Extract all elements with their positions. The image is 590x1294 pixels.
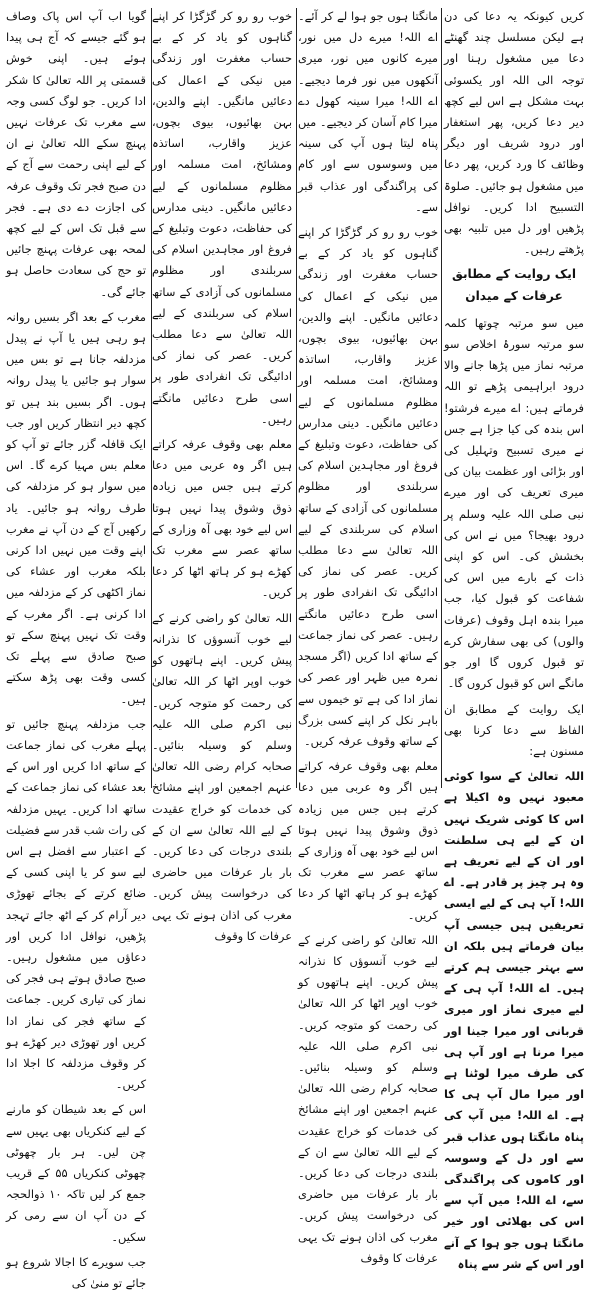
text-column-1: [444, 6, 584, 1271]
paragraph: ایک روایت کے مطابق ان الفاظ سے دعا کرنا بھی مسنون ہے:: [444, 701, 584, 758]
paragraph: خوب رو رو کر گڑگڑا کر اپنے گناہوں کو یاد کر کے بے حساب مغفرت اور زندگی میں نیکی کے اعمال کی دعائیں مانگیں۔ اپنے والدین، بہن بھائیوں، بیوی بچوں، عزیز واقارب، اساتذہ ومشائخ، امت مسلمہ اور مظلوم مسلمانوں کے لیے دعائیں مانگیں۔ دینی مدارس کی حفاظت، دعوت وتبلیغ کے فروغ اور مجاہدین اسلام کی سربلندی اور مظلوم مسلمانوں کی آزادی کے ساتھ اسلام کی سربلندی کے لیے اللہ تعالیٰ سے دعا مطلب کریں۔ عصر کی نماز کی ادائیگی تک انفرادی طور پر اسی طرح دعائیں مانگتے رہیں۔ عصر کی نماز جماعت کے ساتھ ادا کریں (اگر مسجد نمرہ میں ظہر اور عصر کی نماز ادا کی ہے تو خیموں سے باہر نکل کر اپنے کسی بزرگ کے ساتھ وقوف عرفہ کریں۔: [298, 225, 438, 748]
dua-quote: اللہ تعالیٰ کے سوا کوئی معبود نہیں وہ اکیلا ہے اس کا کوئی شریک نہیں ان کے لیے ہی سلطنت اور ان کے لیے تعریف ہے وہ ہر چیز پر قادر ہے۔ اے اللہ! آپ ہی کے لیے ایسی تعریفیں ہیں جیسی آپ بیان فرماتے ہیں بلکہ ان سے بہتر جیسی ہم کرتے ہیں۔ اے اللہ! آپ ہی کے لیے میری نماز اور میری قربانی اور میرا جینا اور میرا مرنا ہے اور آپ ہی کی طرف میرا لوٹنا ہے اور میرا مال آپ ہی کا ہے۔ اے اللہ! میں آپ کی پناہ مانگتا ہوں عذاب قبر سے اور دل کے وسوسہ اور کاموں کی پراگندگی سے، اے اللہ! میں آپ سے اس کی بھلائی اور خیر مانگتا ہوں جو ہوا کے آنے اور اس کے شر سے پناہ: [444, 769, 584, 1271]
text-column-3: [152, 6, 292, 943]
paragraph: جب سویرے کا اجالا شروع ہو جائے تو منیٰ کی: [6, 1254, 146, 1290]
paragraph: معلم بھی وقوف عرفہ کراتے ہیں اگر وہ عربی میں دعا کرتے ہیں جس میں زیادہ ذوق وشوق پیدا نہیں ہوتا اس لیے خود بھی آہ وزاری کے ساتھ عصر سے مغرب تک کھڑے ہو کر ہاتھ اٹھا کر دعا کریں۔: [298, 759, 438, 922]
column-divider: [296, 8, 297, 788]
paragraph: خوب رو رو کر گڑگڑا کر اپنے گناہوں کو یاد کر کے بے حساب مغفرت اور زندگی میں نیکی کے اعمال کی دعائیں مانگیں۔ اپنے والدین، بہن بھائیوں، بیوی بچوں، عزیز واقارب، اساتذہ ومشائخ، امت مسلمہ اور مظلوم مسلمانوں کے لیے دعائیں مانگیں۔ دینی مدارس کی حفاظت، دعوت وتبلیغ کے فروغ اور مجاہدین اسلام کی سربلندی اور مظلوم مسلمانوں کی آزادی کے ساتھ اسلام کی سربلندی کے لیے اللہ تعالیٰ سے دعا مطلب کریں۔ عصر کی نماز کی ادائیگی تک انفرادی طور پر اسی طرح دعائیں مانگتے رہیں۔: [152, 9, 292, 426]
column-divider: [441, 8, 442, 788]
paragraph: اس کے بعد شیطان کو مارنے کے لیے کنکریاں بھی یہیں سے چن لیں۔ ہر بار چھوٹی چھوٹی کنکریاں ۵۵ کے قریب جمع کر لیں تاکہ ۱۰ ذوالحجہ کے دن آپ ان سے رمی کر سکیں۔: [6, 1102, 146, 1244]
paragraph: اللہ تعالیٰ کو راضی کرنے کے لیے خوب آنسوؤں کا نذرانہ پیش کریں۔ اپنے ہاتھوں کو خوب اوپر اٹھا کر اللہ تعالیٰ کی رحمت کو متوجہ کریں۔ نبی اکرم صلی اللہ علیہ وسلم کو وسیلہ بنائیں۔ صحابہ کرام رضی اللہ تعالیٰ عنہم اجمعین اور اپنے مشائخ کی خدمات کو خراج عقیدت کے لیے اللہ تعالیٰ سے ان کے بلندی درجات کی دعا کریں۔ بار بار عرفات میں حاضری کی درخواست پیش کریں۔ مغرب کی اذان ہونے تک یہی عرفات کا وقوف: [298, 932, 438, 1265]
paragraph: معلم بھی وقوف عرفہ کراتے ہیں اگر وہ عربی میں دعا کرتے ہیں جس میں زیادہ ذوق وشوق پیدا نہیں ہوتا اس لیے خود بھی آہ وزاری کے ساتھ عصر سے مغرب تک کھڑے ہو کر ہاتھ اٹھا کر دعا کریں۔: [152, 437, 292, 600]
paragraph: مانگتا ہوں جو ہوا لے کر آئے۔ اے اللہ! میرے دل میں نور، میرے کانوں میں نور، میری آنکھوں میں نور فرما دیجیے۔ اے اللہ! میرا سینہ کھول دے میرا کام آسان کر دیجیے۔ میں پناہ لیتا ہوں آپ کی سینہ میں وسوسوں سے اور کام کی پراگندگی اور عذاب قبر سے۔: [298, 9, 438, 214]
text-column-4: [6, 6, 146, 1290]
section-heading: ایک روایت کے مطابق عرفات کے میدان: [452, 267, 576, 303]
paragraph: کریں کیونکہ یہ دعا کی دن ہے لیکن مسلسل چند گھنٹے دعا میں مشغول رہنا اور توجہ الی اللہ اور یکسوئی بہت مشکل ہے اس لیے کچھ دیر دعا کریں، پھر استغفار اور درود شریف اور دیگر وظائف کا ورد کریں، پھر دعا میں مشغول ہو جائیں۔ صلوۃ التسبیح ادا کریں۔ نوافل پڑھیں اور دل میں تلبیہ بھی پڑھتے رہیں۔: [444, 9, 584, 257]
paragraph: جب مزدلفہ پہنچ جائیں تو پہلے مغرب کی نماز جماعت کے ساتھ ادا کریں اور اس کے بعد عشاء کی نماز جماعت کے ساتھ ادا کریں۔ یہیں مزدلفہ کی رات شب قدر سے فضیلت کے اعتبار سے افضل ہے اس لیے سو کر یا اپنی کسی کے ضائع کرتے کے بجائے تھوڑی دیر آرام کر کے اٹھ جائے تہجد پڑھیں، نوافل ادا کریں اور دعاؤں میں مشغول رہیں۔ صبح صادق ہوتے ہی فجر کی نماز کی تیاری کریں۔ جماعت کے ساتھ فجر کی نماز ادا کریں اور تھوڑی دیر کھڑے ہو کر وقوف مزدلفہ کا اجلا ادا کریں۔: [6, 716, 146, 1092]
text-column-2: [298, 6, 438, 1265]
paragraph: میں سو مرتبہ چوتھا کلمہ سو مرتبہ سورۂ اخلاص سو مرتبہ نماز میں پڑھا جانے والا درود ابراہیمی پڑھے تو اللہ فرماتے ہیں: اے میرے فرشتو! اس بندہ کی کیا جزا ہے جس نے میری تسبیح وتہلیل کی اور بڑائی اور عظمت بیان کی میری تعریف کی اور میرے نبی صلی اللہ علیہ وسلم پر درود بھیجا؟ میں نے اس کی بخشش کی۔ اس کو اپنی ذات کے بارے میں اس کی شفاعت کو قبول کیا، جب میرا بندہ اہل وقوف (عرفات والوں) کی بھی سفارش کرے تو قبول کروں گا اور جو مانگے اس کو قبول کروں گا۔: [444, 315, 584, 691]
paragraph: مغرب کے بعد اگر بسیں روانہ ہو رہی ہیں یا آپ نے پیدل مزدلفہ جانا ہے تو بس میں سوار ہو جائیں یا پیدل روانہ ہوں۔ اگر بسیں بند ہیں تو کچھ دیر انتظار کریں اور جب ایک قافلہ گزر جائے تو آپ کو معلم بس مہیا کرے گا۔ اس میں سوار ہو کر مزدلفہ کی طرف روانہ ہو جائیں۔ یاد رکھیں آج کے دن آپ نے مغرب اپنے وقت میں نہیں ادا کرنی بلکہ مغرب اور عشاء کی نماز اکٹھی کر کے مزدلفہ میں ادا کرنی ہے۔ اگر مغرب کے وقت تک نہیں پہنچ سکے تو صبح صادق سے پہلے تک کسی وقت بھی پڑھ سکتے ہیں۔: [6, 309, 146, 706]
paragraph: اللہ تعالیٰ کو راضی کرنے کے لیے خوب آنسوؤں کا نذرانہ پیش کریں۔ اپنے ہاتھوں کو خوب اوپر اٹھا کر اللہ تعالیٰ کی رحمت کو متوجہ کریں۔ نبی اکرم صلی اللہ علیہ وسلم کو وسیلہ بنائیں۔ صحابہ کرام رضی اللہ تعالیٰ عنہم اجمعین اور اپنے مشائخ کی خدمات کو خراج عقیدت کے لیے اللہ تعالیٰ سے ان کے بلندی درجات کی دعا کریں۔ بار بار عرفات میں حاضری کی درخواست پیش کریں۔ مغرب کی اذان ہونے تک یہی عرفات کا وقوف: [152, 610, 292, 943]
paragraph: گویا اب آپ اس پاک وصاف ہو گئے جیسے کہ آج ہی پیدا ہوئے ہیں۔ اپنی خوش قسمتی پر اللہ تعالیٰ کا شکر ادا کریں۔ جو لوگ کسی وجہ سے مغرب تک عرفات نہیں پہنچ سکے اللہ تعالیٰ نے ان کے لیے اپنی رحمت سے آج کے دن صبح فجر تک وقوف عرفہ کی اجازت دے دی ہے۔ فجر سے قبل تک اس کے لیے کچھ لمحہ بھی عرفات پہنچ جائیں تو حج کی سعادت حاصل ہو جائے گی۔: [6, 9, 146, 299]
